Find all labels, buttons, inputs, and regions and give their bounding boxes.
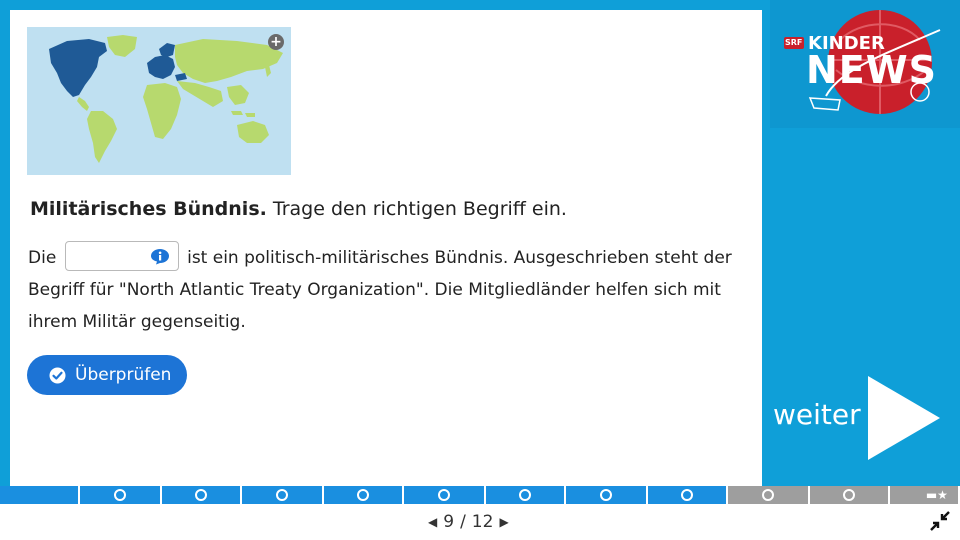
- check-button-label: Überprüfen: [75, 365, 172, 385]
- collapse-arrows-icon[interactable]: [930, 511, 950, 531]
- progress-dot: [519, 489, 531, 501]
- task-title: Militärisches Bündnis.: [30, 198, 267, 220]
- pager: [428, 512, 509, 532]
- play-triangle-icon: [868, 376, 944, 460]
- task-heading: [30, 198, 567, 220]
- progress-segment[interactable]: [890, 486, 960, 504]
- plus-circle-icon[interactable]: +: [268, 34, 284, 50]
- progress-segment[interactable]: [324, 486, 404, 504]
- progress-segment[interactable]: [566, 486, 647, 504]
- pager-current: 9: [443, 512, 455, 532]
- logo-line2: NEWS: [806, 48, 938, 92]
- info-speech-icon[interactable]: [150, 248, 170, 265]
- progress-dot: [114, 489, 126, 501]
- task-instruction: Trage den richtigen Begriff ein.: [272, 198, 567, 220]
- bottom-bar: [0, 504, 960, 540]
- progress-segment[interactable]: [242, 486, 323, 504]
- caret-right-icon[interactable]: ▶: [499, 515, 509, 529]
- progress-dot: [762, 489, 774, 501]
- logo-line1: KINDER: [808, 33, 885, 54]
- progress-dot: [276, 489, 288, 501]
- check-circle-icon: [49, 367, 66, 384]
- progress-dot: [681, 489, 693, 501]
- progress-segment[interactable]: [162, 486, 242, 504]
- answer-field[interactable]: [65, 241, 179, 271]
- world-map-image[interactable]: [27, 27, 291, 175]
- world-map-graphic: [27, 27, 291, 175]
- kinder-news-logo: [770, 0, 960, 128]
- answer-input[interactable]: [70, 246, 146, 266]
- cloze-sentence: [28, 242, 748, 338]
- progress-segment[interactable]: [810, 486, 890, 504]
- progress-segment[interactable]: [486, 486, 566, 504]
- progress-segment[interactable]: [80, 486, 161, 504]
- progress-dot: [357, 489, 369, 501]
- progress-bar: [0, 486, 960, 504]
- check-button[interactable]: [27, 355, 187, 395]
- caret-left-icon[interactable]: ◀: [428, 515, 438, 529]
- sentence-end: ist ein politisch-militärisches Bündnis. Ausgeschrieben steht der Begriff für "North Atlantic Treaty Organization". Die Mitgliedländer helfen sich mit ihrem Militär gegenseitig.: [28, 248, 732, 332]
- progress-dot: [438, 489, 450, 501]
- pager-total: 12: [471, 512, 494, 532]
- progress-dot: [600, 489, 612, 501]
- progress-segment[interactable]: [728, 486, 809, 504]
- progress-dot: [843, 489, 855, 501]
- next-button[interactable]: [765, 370, 960, 465]
- sentence-start: Die: [28, 248, 57, 268]
- progress-dot: [195, 489, 207, 501]
- star-icon: ▬★: [925, 488, 948, 502]
- logo-brand: SRF: [785, 38, 803, 47]
- next-button-label: weiter: [773, 398, 861, 431]
- progress-segment[interactable]: [0, 486, 80, 504]
- progress-segment[interactable]: [404, 486, 485, 504]
- pager-separator: /: [460, 512, 466, 532]
- progress-segment[interactable]: [648, 486, 728, 504]
